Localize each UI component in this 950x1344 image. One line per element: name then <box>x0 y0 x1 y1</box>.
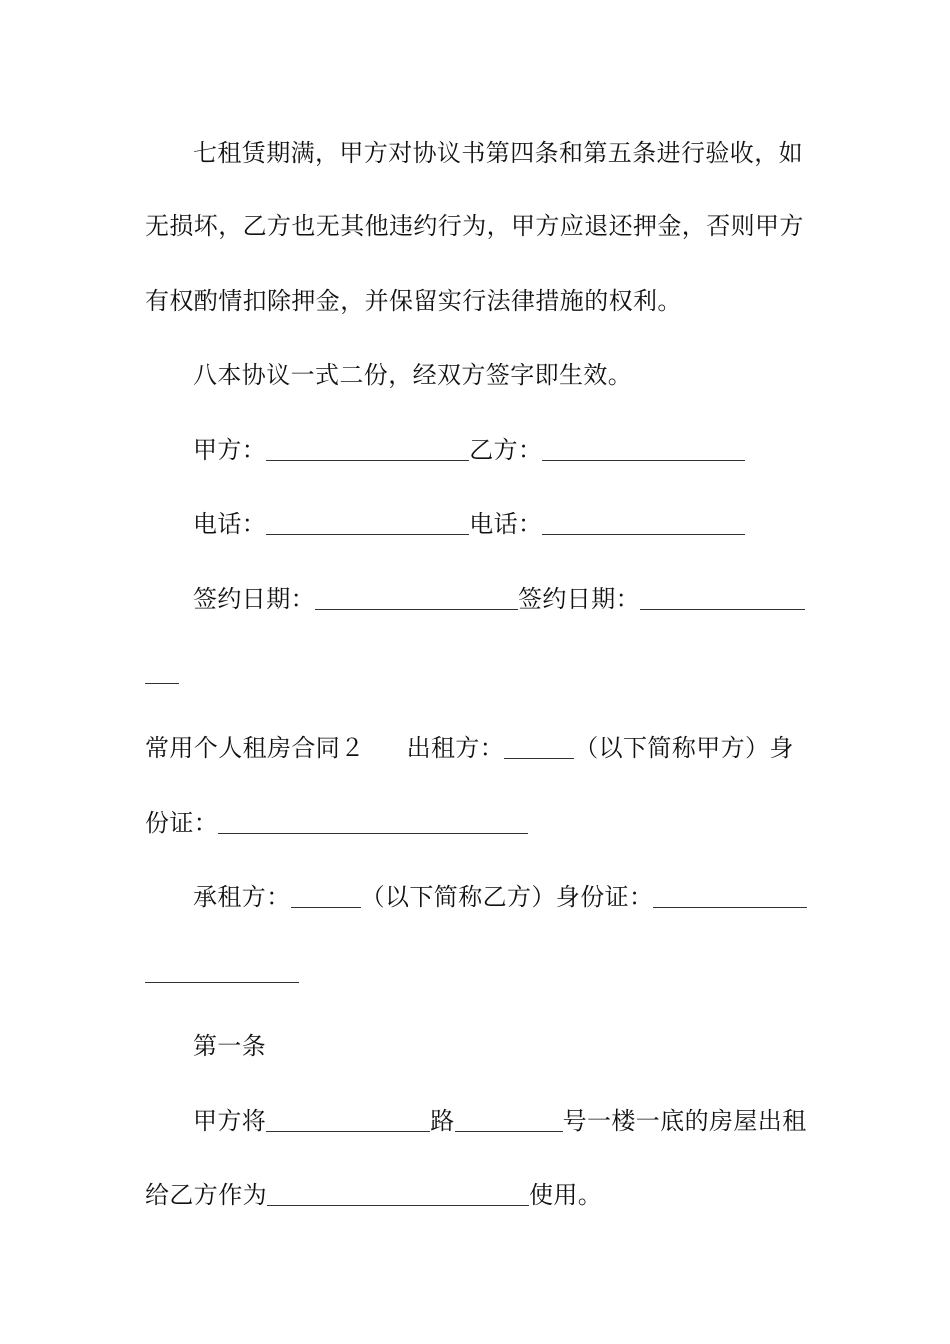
phone-a-blank <box>266 510 469 535</box>
lessor-id-blank <box>218 809 528 834</box>
phone-b-label: 电话： <box>469 510 543 538</box>
article-1-line-2 <box>145 1179 602 1211</box>
article-1-heading: 第一条 <box>193 1032 267 1060</box>
sign-date-a-label: 签约日期： <box>193 585 315 613</box>
party-b-blank <box>542 436 745 461</box>
sign-date-b-blank-continued <box>145 659 179 684</box>
article-7-line-2: 无损坏，乙方也无其他违约行为，甲方应退还押金，否则甲方 <box>145 212 804 240</box>
party-a-label: 甲方： <box>193 436 267 464</box>
lessor-name-blank <box>504 734 574 759</box>
article-7-line-3: 有权酌情扣除押金，并保留实行法律措施的权利。 <box>145 287 682 315</box>
sign-date-b-label: 签约日期： <box>518 585 640 613</box>
road-blank <box>266 1107 430 1132</box>
lessee-id-blank <box>653 883 807 908</box>
sign-date-row <box>193 583 805 615</box>
article-7-line-1: 七租赁期满，甲方对协议书第四条和第五条进行验收，如 <box>193 139 803 167</box>
contract-2-title: 常用个人租房合同２ <box>145 734 365 762</box>
lessor-id-row <box>145 807 528 839</box>
house-number-blank <box>455 1107 563 1132</box>
article-1-line-1 <box>193 1105 807 1137</box>
lessor-suffix: （以下简称甲方）身 <box>574 734 794 762</box>
article-1-text-a: 甲方将 <box>193 1107 267 1135</box>
lessor-label: 出租方： <box>406 734 505 762</box>
phone-b-blank <box>542 510 745 535</box>
party-a-blank <box>266 436 469 461</box>
phone-row <box>193 508 745 540</box>
party-b-label: 乙方： <box>469 436 543 464</box>
article-1-text-b: 路 <box>430 1107 455 1135</box>
lessee-id-continuation <box>145 956 299 988</box>
phone-a-label: 电话： <box>193 510 267 538</box>
sign-date-a-blank <box>315 585 518 610</box>
lessee-row <box>193 881 807 913</box>
article-1-text-e: 使用。 <box>529 1181 603 1209</box>
article-1-text-c: 号一楼一底的房屋出租 <box>562 1107 807 1135</box>
lessee-suffix: （以下简称乙方）身份证： <box>360 883 654 911</box>
sign-date-b-blank <box>640 585 805 610</box>
article-1-text-d: 给乙方作为 <box>145 1181 267 1209</box>
lessee-id-blank-continued <box>145 958 299 983</box>
lessor-id-label: 份证： <box>145 809 219 837</box>
sign-date-continuation <box>145 657 179 689</box>
article-8-text: 八本协议一式二份，经双方签字即生效。 <box>193 361 633 389</box>
lessee-name-blank <box>291 883 361 908</box>
usage-blank <box>267 1181 529 1206</box>
contract-2-title-row <box>145 732 794 764</box>
party-signature-row <box>193 434 745 466</box>
lessee-label: 承租方： <box>193 883 291 911</box>
